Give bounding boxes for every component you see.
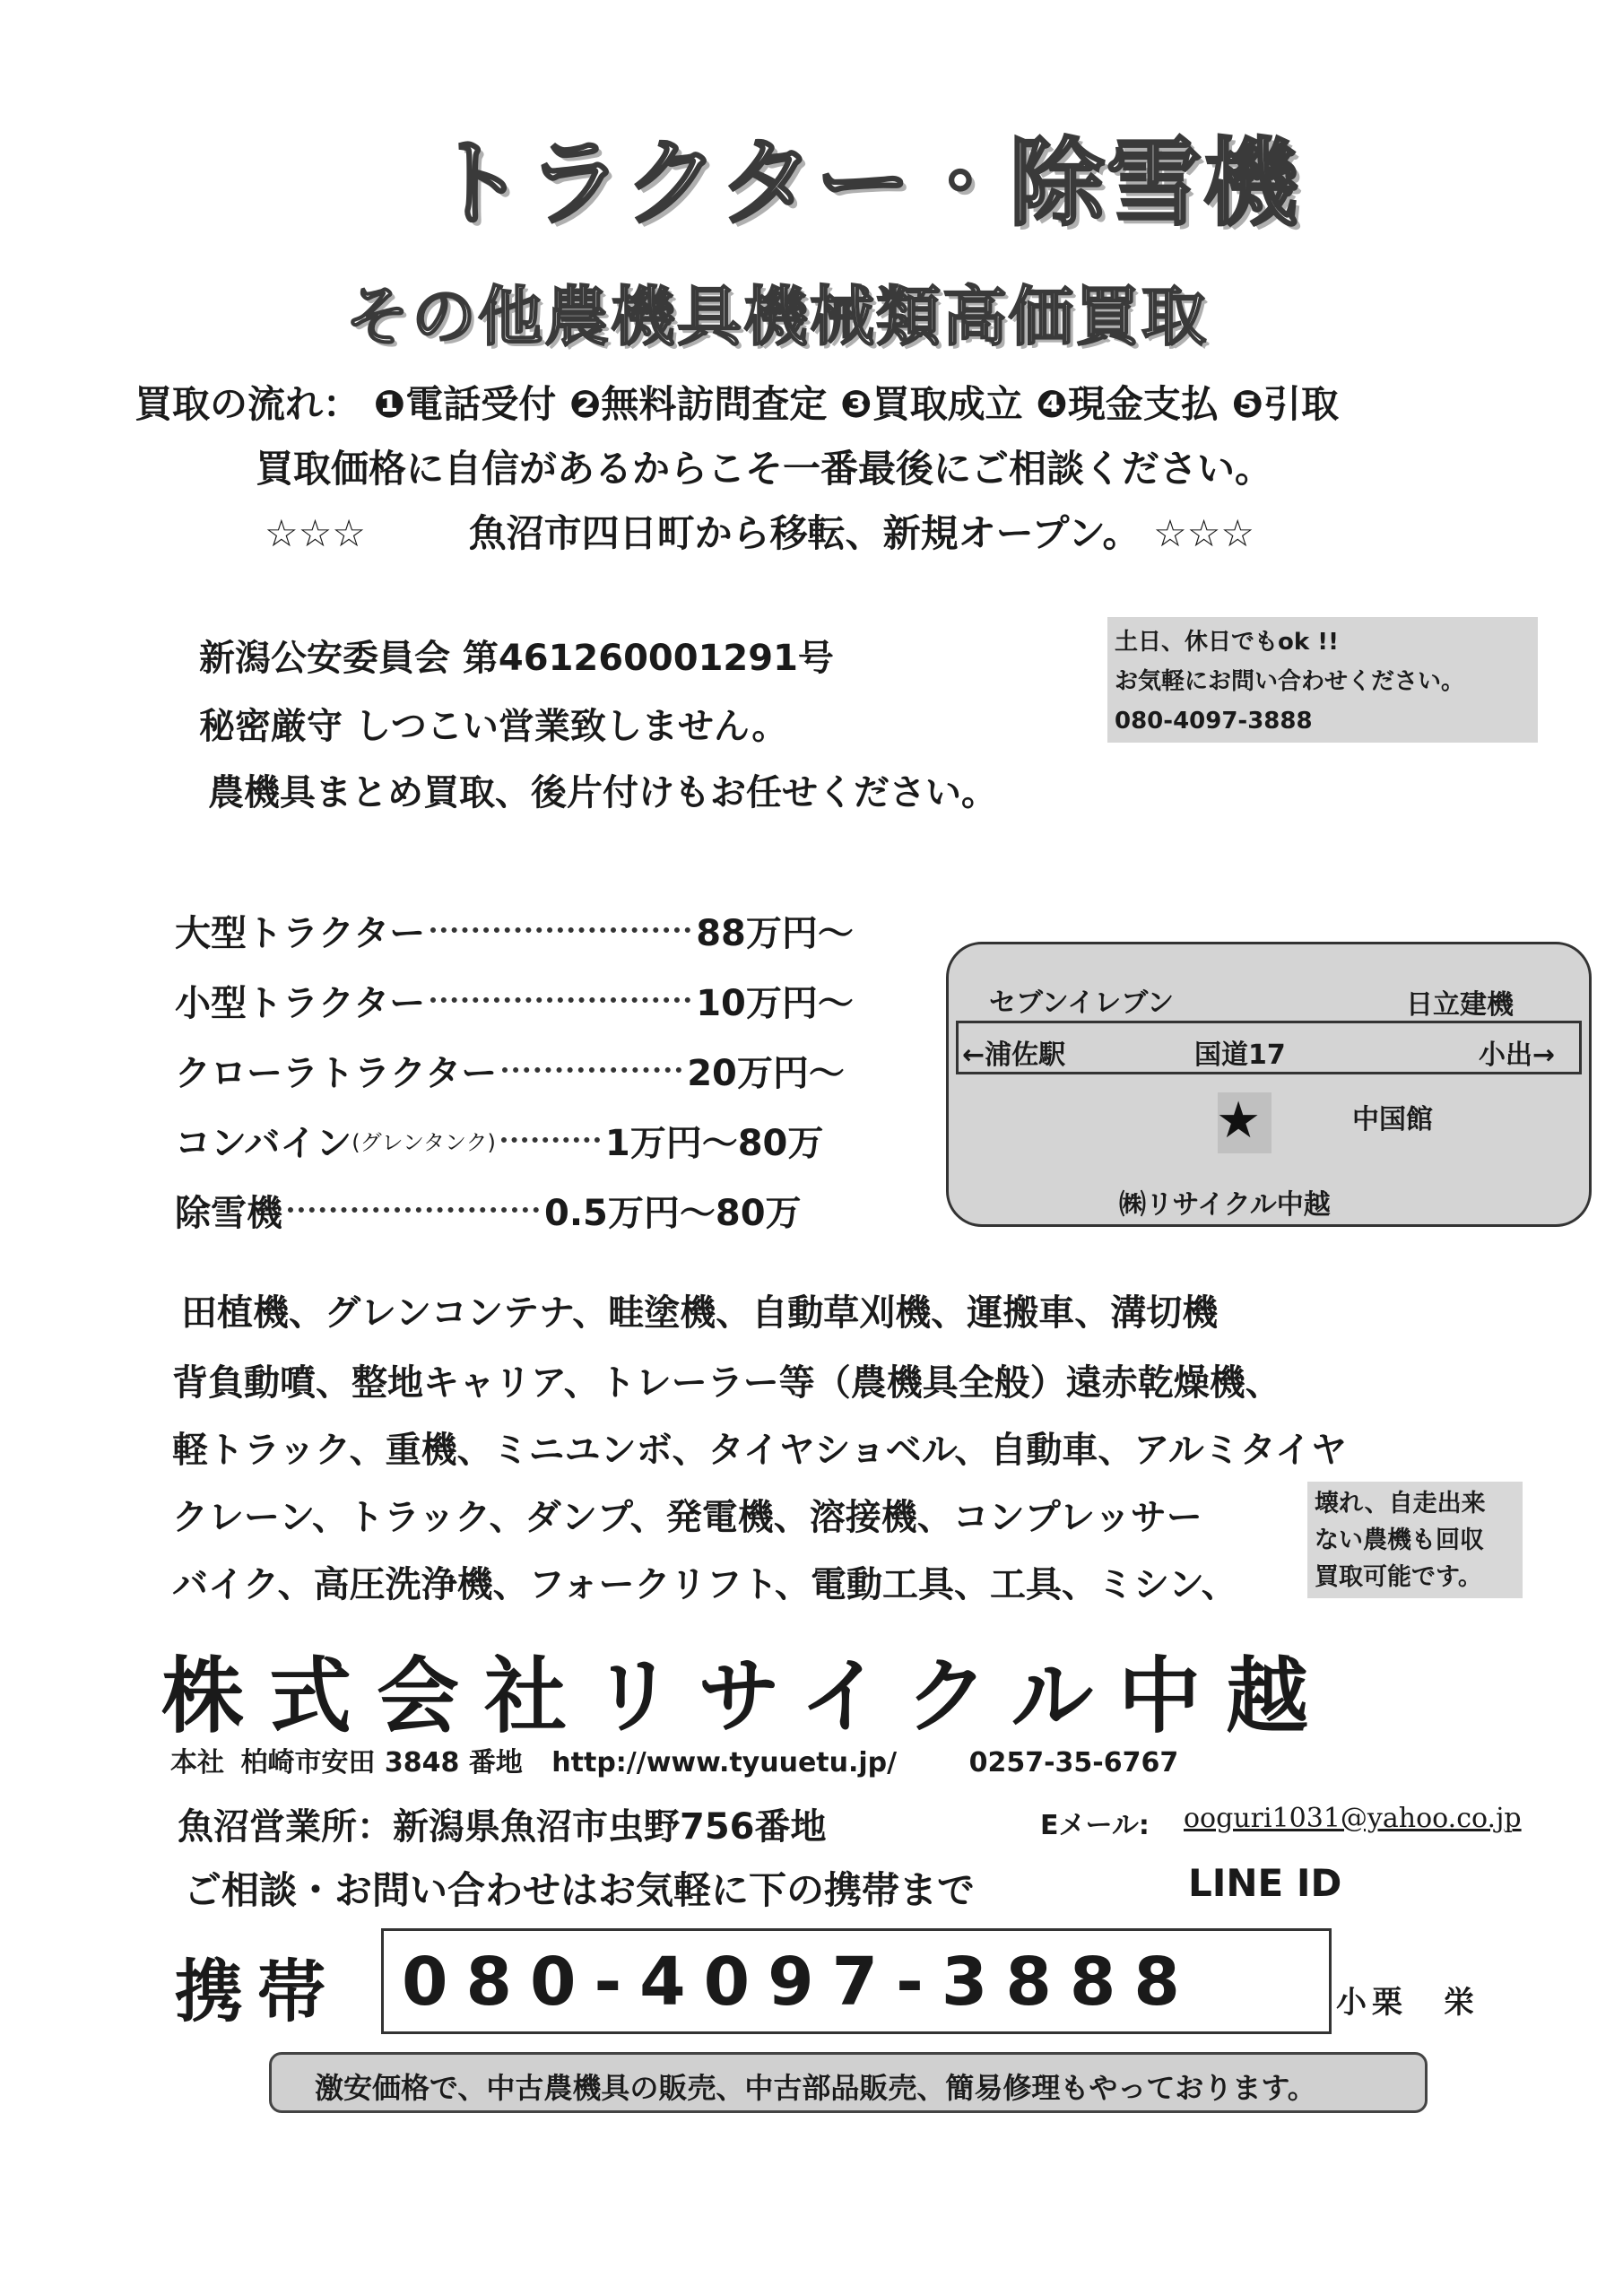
company-name: 株式会社リサイクル中越 [161,1648,1334,1744]
step-text: 引取 [1263,382,1340,426]
leader-dots [502,1067,681,1073]
price-list [175,895,910,1245]
stars-left: ☆☆☆ [265,511,366,555]
hq-info [170,1740,1178,1779]
branch-address: 魚沼営業所：新潟県魚沼市虫野756番地 [178,1806,827,1848]
step-text: 無料訪問査定 [601,382,828,426]
map-company: ㈱リサイクル中越 [1119,1189,1331,1221]
flow-step [1036,382,1219,426]
step-number: ❸ [840,382,872,426]
website-link[interactable]: http://www.tyuuetu.jp/ [551,1747,898,1779]
items-line: バイク、高圧洗浄機、フォークリフト、電動工具、工具、ミシン、 [172,1564,1237,1605]
purchase-flow [135,375,1339,429]
mobile-number-box [381,1928,1332,2034]
page-subtitle: その他農機具機械類高価買取 [345,279,1209,354]
announcement [265,504,1254,558]
contact-prompt: ご相談・お問い合わせはお気軽に下の携帯まで [184,1868,976,1912]
flow-label: 買取の流れ： [135,382,361,426]
step-number: ❶ [373,382,406,426]
leader-dots [501,1137,600,1143]
weekend-phone: 080-4097-3888 [1115,708,1313,735]
mobile-number[interactable]: 080-4097-3888 [402,1944,1198,2021]
line-id: LINE ID [1188,1861,1342,1905]
location-star-icon: ★ [1216,1091,1262,1150]
flow-step [374,382,557,426]
flow-step [569,382,828,426]
map-seven-eleven: セブンイレブン [989,987,1175,1019]
leader-dots [430,927,690,933]
price-row [175,965,910,1035]
item-note: (グレンタンク) [352,1129,496,1155]
tagline: 買取価格に自信があるからこそ一番最後にご相談ください。 [256,447,1273,491]
map-hitachi: 日立建機 [1406,989,1514,1021]
contact-person: 小栗 栄 [1336,1985,1480,2021]
email-link[interactable]: ooguri1031@yahoo.co.jp [1184,1803,1522,1834]
item-price: 0.5万円～80万 [544,1192,802,1234]
items-line: 背負動噴、整地キャリア、トレーラー等（農機具全般）遠赤乾燥機、 [172,1362,1281,1404]
map-road [956,1021,1582,1074]
footer-note-box [269,2052,1428,2113]
weekend-notice-box [1107,617,1538,743]
items-line: 軽トラック、重機、ミニユンボ、タイヤショベル、自動車、アルミタイヤ [172,1430,1347,1471]
step-number: ❷ [568,382,602,426]
announcement-text: 魚沼市四日町から移転、新規オープン。 [468,511,1141,555]
bulk-purchase: 農機具まとめ買取、後片付けもお任せください。 [208,772,997,813]
item-name: コンバイン [175,1122,352,1164]
location-map [946,942,1592,1227]
step-number: ❺ [1231,382,1264,426]
item-price: 1万円～80万 [604,1122,824,1164]
footer-note: 激安価格で、中古農機具の販売、中古部品販売、簡易修理もやっております。 [315,2071,1316,2105]
step-number: ❹ [1036,382,1068,426]
price-row [175,895,910,965]
note-line: ない農機も回収 [1315,1526,1484,1554]
flow-step [840,382,1023,426]
step-text: 現金支払 [1067,382,1219,426]
stars-right: ☆☆☆ [1153,511,1255,555]
mobile-label: 携帯 [175,1952,340,2031]
broken-machine-note [1307,1482,1523,1598]
item-name: 除雪機 [175,1192,282,1234]
item-price: 88万円～ [696,912,854,954]
weekend-line: 土日、休日でもok !! [1115,629,1339,656]
item-price: 20万円～ [687,1052,845,1094]
step-text: 電話受付 [405,382,557,426]
items-line: 田植機、グレンコンテナ、畦塗機、自動草刈機、運搬車、溝切機 [181,1292,1219,1334]
item-name: 大型トラクター [175,912,426,954]
map-station: ←浦佐駅 [962,1039,1066,1071]
note-line: 買取可能です。 [1315,1563,1482,1591]
price-row [175,1105,910,1175]
price-row [175,1035,910,1105]
item-price: 10万円～ [696,982,854,1024]
leader-dots [430,997,690,1003]
confidentiality: 秘密厳守 しつこい営業致しません。 [199,706,788,747]
map-destination: 小出→ [1479,1039,1556,1071]
note-line: 壊れ、自走出来 [1315,1490,1486,1518]
flow-step [1231,382,1339,426]
page-title: トラクター・除雪機 [430,128,1300,239]
step-text: 買取成立 [872,382,1023,426]
map-restaurant: 中国館 [1352,1104,1433,1135]
hq-address: 柏崎市安田 3848 番地 [240,1747,523,1779]
weekend-line: お気軽にお問い合わせください。 [1115,668,1465,695]
hq-phone: 0257-35-6767 [968,1747,1179,1779]
item-name: クローラトラクター [175,1052,498,1094]
email-label: Eメール: [1040,1810,1150,1841]
price-row [175,1175,910,1245]
item-name: 小型トラクター [175,982,426,1024]
map-road-label: 国道17 [1194,1039,1286,1071]
leader-dots [288,1207,539,1213]
license-number: 新潟公安委員会 第461260001291号 [199,638,834,679]
items-line: クレーン、トラック、ダンプ、発電機、溶接機、コンプレッサー [172,1497,1202,1538]
hq-label: 本社 [170,1747,224,1779]
